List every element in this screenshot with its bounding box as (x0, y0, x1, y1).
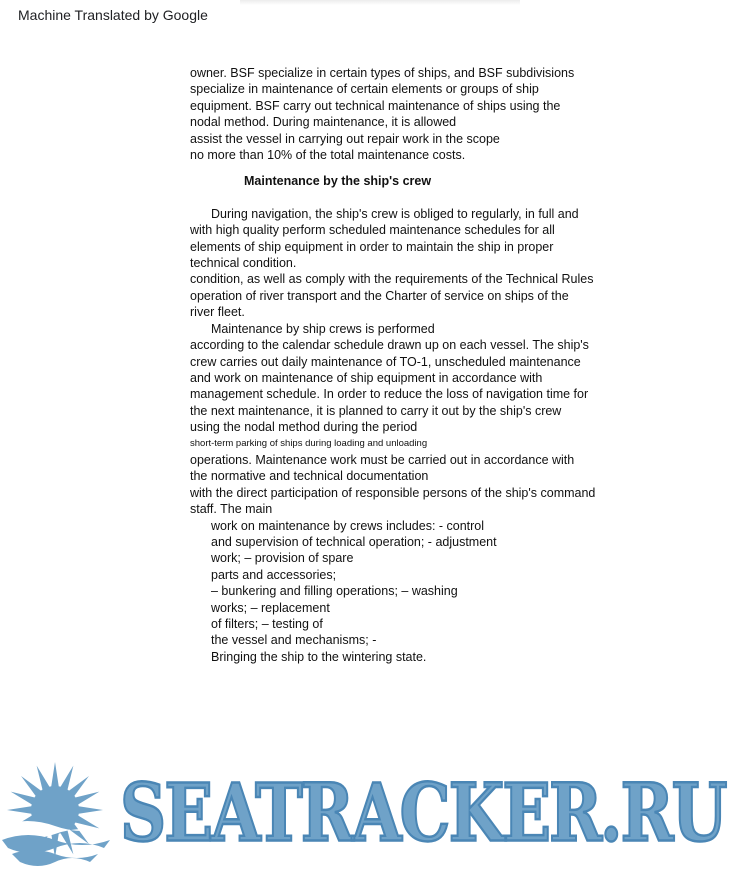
intro-paragraph (190, 65, 610, 163)
list-line: – bunkering and filling operations; – washing (211, 584, 458, 599)
text-line: with the direct participation of responsible persons of the ship's command (190, 485, 596, 500)
text-line: staff. The main (190, 502, 273, 517)
text-line: elements of ship equipment in order to maintain the ship in proper (190, 239, 554, 254)
list-line: of filters; – testing of (211, 617, 323, 631)
text-line: with high quality perform scheduled maintenance schedules for all (190, 223, 555, 238)
translation-banner (0, 0, 756, 32)
machine-translated-label: Machine Translated by Google (18, 7, 208, 23)
top-shadow (240, 0, 520, 5)
watermark-text: SEATRACKER.RU (120, 766, 726, 861)
maintenance-list (190, 518, 610, 666)
text-line: no more than 10% of the total maintenance costs. (190, 148, 466, 163)
small-text-line: short-term parking of ships during loading and unloading (190, 437, 428, 449)
seatracker-watermark (0, 760, 756, 871)
paragraph-3 (190, 452, 610, 518)
list-line: parts and accessories; (211, 567, 337, 582)
document-page (190, 65, 610, 665)
text-line: Maintenance by ship crews is performed (211, 321, 435, 336)
list-line: work; – provision of spare (211, 551, 354, 566)
text-line: using the nodal method during the period (190, 420, 418, 435)
text-line: according to the calendar schedule drawn up on each vessel. The ship's (190, 338, 589, 353)
text-line: specialize in maintenance of certain elements or groups of ship (190, 82, 539, 97)
paragraph-1 (190, 206, 610, 321)
text-line: river fleet. (190, 305, 245, 320)
text-line: the normative and technical documentation (190, 469, 429, 484)
text-line: management schedule. In order to reduce the loss of navigation time for (190, 387, 589, 402)
paragraph-2 (190, 321, 610, 452)
sun-wave-logo-icon (0, 760, 120, 871)
text-line: assist the vessel in carrying out repair work in the scope (190, 131, 500, 146)
text-line: equipment. BSF carry out technical maintenance of ships using the (190, 98, 561, 113)
text-line: and work on maintenance of ship equipment in accordance with (190, 370, 543, 385)
text-line: the next maintenance, it is planned to carry it out by the ship's crew (190, 403, 562, 418)
text-line: nodal method. During maintenance, it is allowed (190, 115, 457, 130)
text-line: condition, as well as comply with the requirements of the Technical Rules (190, 272, 594, 287)
list-line: Bringing the ship to the wintering state. (211, 649, 427, 664)
list-line: the vessel and mechanisms; - (211, 633, 377, 648)
list-line: works; – replacement (211, 600, 330, 615)
text-line: crew carries out daily maintenance of TO-1, unscheduled maintenance (190, 354, 581, 369)
list-line: and supervision of technical operation; - adjustment (211, 534, 497, 549)
text-line: technical condition. (190, 256, 297, 271)
list-line: work on maintenance by crews includes: - control (211, 518, 485, 533)
section-heading: Maintenance by the ship's crew (244, 174, 432, 189)
text-line: During navigation, the ship's crew is obliged to regularly, in full and (211, 206, 579, 221)
text-line: owner. BSF specialize in certain types of ships, and BSF subdivisions (190, 66, 575, 80)
text-line: operations. Maintenance work must be carried out in accordance with (190, 452, 575, 467)
text-line: operation of river transport and the Charter of service on ships of the (190, 288, 569, 303)
